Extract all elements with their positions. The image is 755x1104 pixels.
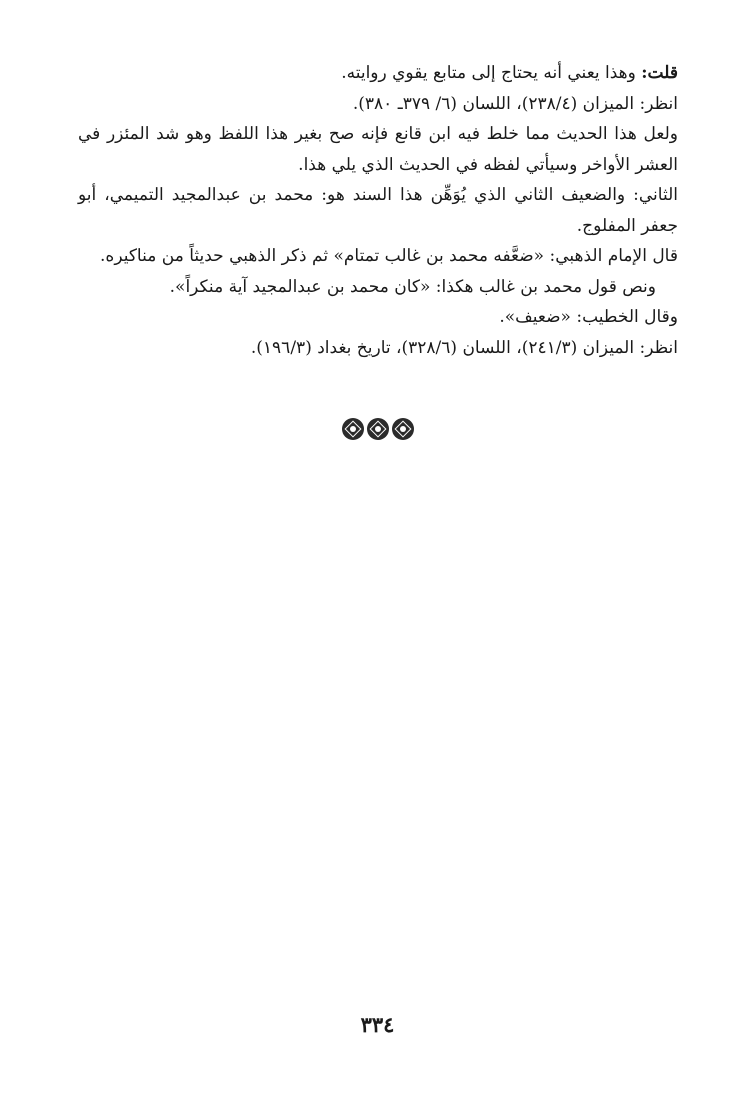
document-body xyxy=(78,58,678,363)
paragraph-khatib-quote: وقال الخطيب: «ضعيف». xyxy=(499,307,678,327)
reference-line: انظر: الميزان (٢٣٨/٤)، اللسان (٦/ ٣٧٩ـ ٣٨٠). xyxy=(352,93,678,114)
paragraph-ibn-ghalib-quote: ونص قول محمد بن غالب هكذا: «كان محمد بن عبدالمجيد آية منكراً». xyxy=(169,276,656,297)
paragraph-dhahabi-quote: قال الإمام الذهبي: «ضعَّفه محمد بن غالب تمتام» ثم ذكر الذهبي حديثاً من مناكيره. xyxy=(100,246,678,266)
ornament-icon xyxy=(367,418,389,440)
ornament-icon xyxy=(392,418,414,440)
section-divider xyxy=(0,418,755,440)
paragraph-second-weak-narrator: الثاني: والضعيف الثاني الذي يُوَهِّن هذا السند هو: محمد بن عبدالمجيد التميمي، أبو جعفر المفلوج. xyxy=(78,185,678,236)
paragraph-note xyxy=(78,58,678,89)
page-number: ٣٣٤ xyxy=(360,1012,395,1037)
ornament-icon xyxy=(342,418,364,440)
note-text: وهذا يعني أنه يحتاج إلى متابع يقوي روايته. xyxy=(341,63,642,83)
paragraph-commentary: ولعل هذا الحديث مما خلط فيه ابن قانع فإنه صح بغير هذا اللفظ وهو شد المئزر في العشر الأواخر وسيأتي لفظه في الحديث الذي يلي هذا. xyxy=(78,124,678,175)
note-label: قلت: xyxy=(641,63,678,83)
reference-line: انظر: الميزان (٢٤١/٣)، اللسان (٣٢٨/٦)، تاريخ بغداد (١٩٦/٣). xyxy=(250,337,678,358)
